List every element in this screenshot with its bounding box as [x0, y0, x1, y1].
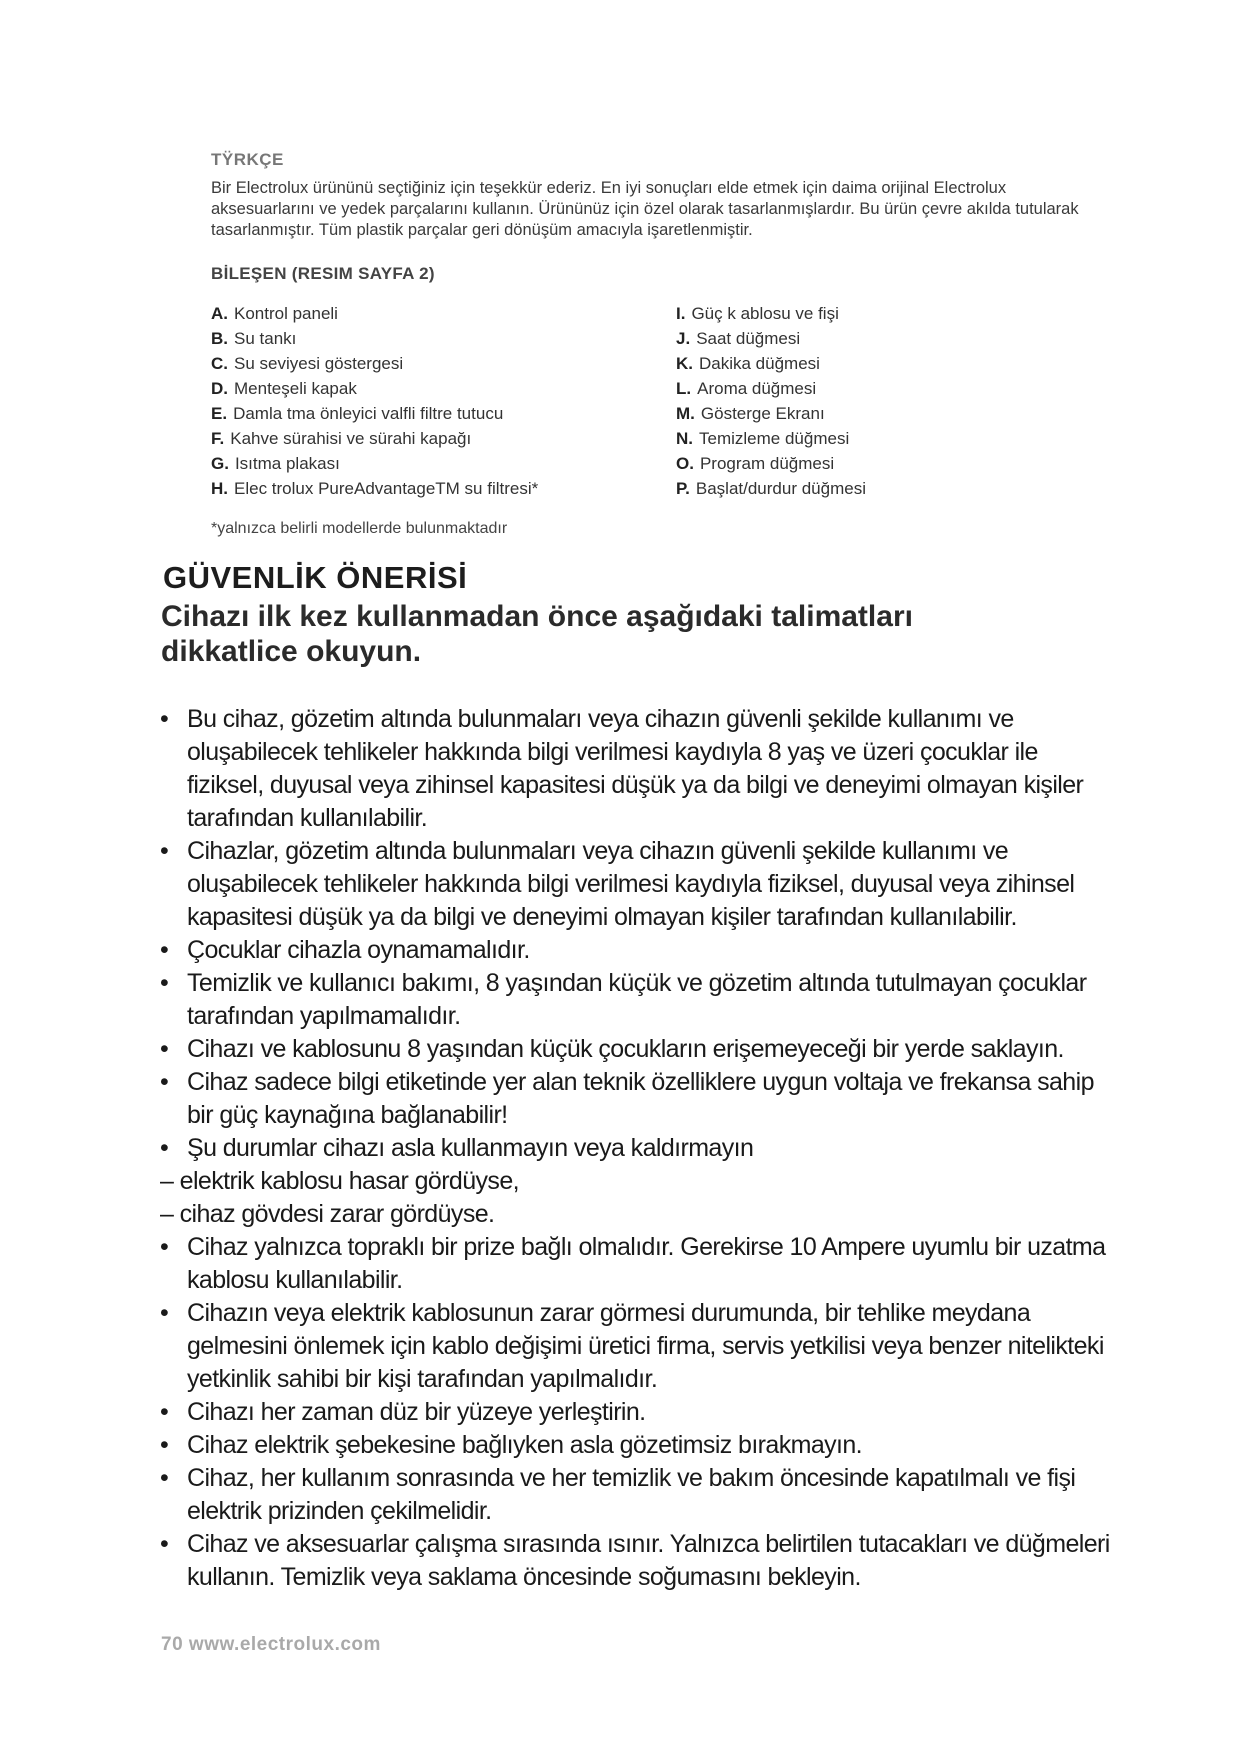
- component-label: Kahve sürahisi ve sürahi kapağı: [230, 429, 472, 448]
- safety-item: • Şu durumlar cihazı asla kullanmayın veya kaldırmayın: [160, 1132, 1120, 1165]
- safety-item: • Cihaz sadece bilgi etiketinde yer alan teknik özelliklere uygun voltaja ve frekansa sahip bir güç kaynağına bağlanabilir!: [160, 1066, 1120, 1132]
- component-key: J.: [676, 329, 691, 348]
- component-key: H.: [211, 479, 228, 498]
- component-label: Dakika düğmesi: [699, 354, 820, 373]
- components-heading: BİLEŞEN (RESIM SAYFA 2): [211, 264, 435, 283]
- component-label: Aroma düğmesi: [697, 379, 817, 398]
- component-key: F.: [211, 429, 225, 448]
- component-item: [676, 401, 866, 426]
- intro-paragraph: Bir Electrolux ürününü seçtiğiniz için teşekkür ederiz. En iyi sonuçları elde etmek için daima orijinal Electrolux aksesuarlarını ve yedek parçalarını kullanın. Ürününüz için özel olarak tasarlanmışlardır. Bu ürün çevre akılda tutularak tasarlanmıştır. Tüm plastik parçalar geri dönüşüm amacıyla işaretlenmiştir.: [211, 179, 1079, 239]
- component-item: [676, 426, 866, 451]
- component-label: Damla tma önleyici valfli filtre tutucu: [233, 404, 504, 423]
- safety-subitem: – elektrik kablosu hasar gördüyse,: [160, 1167, 519, 1195]
- component-label: Su tankı: [234, 329, 297, 348]
- component-item: [676, 326, 866, 351]
- component-key: A.: [211, 304, 228, 323]
- component-key: K.: [676, 354, 693, 373]
- component-key: G.: [211, 454, 229, 473]
- component-key: O.: [676, 454, 694, 473]
- component-item: [676, 376, 866, 401]
- safety-subitem: – cihaz gövdesi zarar gördüyse.: [160, 1200, 495, 1228]
- language-heading: TŸRKÇE: [211, 150, 284, 169]
- components-list-right: [676, 301, 866, 501]
- safety-item: • Temizlik ve kullanıcı bakımı, 8 yaşından küçük ve gözetim altında tutulmayan çocuklar tarafından yapılmamalıdır.: [160, 967, 1120, 1033]
- component-key: B.: [211, 329, 228, 348]
- components-footnote: *yalnızca belirli modellerde bulunmaktadır: [211, 520, 508, 537]
- component-key: M.: [676, 404, 695, 423]
- component-label: Gösterge Ekranı: [700, 404, 825, 423]
- safety-item: • Cihazın veya elektrik kablosunun zarar görmesi durumunda, bir tehlike meydana gelmesini önlemek için kablo değişimi üretici firma, servis yetkilisi veya benzer nitelikteki yetkinlik sahibi bir kişi tarafından yapılmalıdır.: [160, 1297, 1120, 1396]
- safety-item: • Cihaz, her kullanım sonrasında ve her temizlik ve bakım öncesinde kapatılmalı ve fişi elektrik prizinden çekilmelidir.: [160, 1462, 1120, 1528]
- safety-subheading: Cihazı ilk kez kullanmadan önce aşağıdaki talimatları dikkatlice okuyun.: [161, 600, 913, 668]
- component-key: D.: [211, 379, 228, 398]
- component-key: I.: [676, 304, 686, 323]
- safety-heading: GÜVENLİK ÖNERİSİ: [163, 560, 468, 595]
- component-item: [211, 376, 538, 401]
- component-item: [676, 476, 866, 501]
- component-label: Isıtma plakası: [234, 454, 340, 473]
- component-label: Kontrol paneli: [234, 304, 338, 323]
- component-label: Program düğmesi: [699, 454, 835, 473]
- component-label: Güç k ablosu ve fişi: [691, 304, 839, 323]
- safety-item: • Cihaz ve aksesuarlar çalışma sırasında ısınır. Yalnızca belirtilen tutacakları ve düğmeleri kullanın. Temizlik veya saklama öncesinde soğumasını bekleyin.: [160, 1528, 1120, 1594]
- component-key: C.: [211, 354, 228, 373]
- component-label: Su seviyesi göstergesi: [234, 354, 404, 373]
- component-item: [676, 351, 866, 376]
- components-list-left: [211, 301, 538, 501]
- component-item: [676, 451, 866, 476]
- safety-item: • Cihaz elektrik şebekesine bağlıyken asla gözetimsiz bırakmayın.: [160, 1429, 1120, 1462]
- component-item: [211, 476, 538, 501]
- component-label: Elec trolux PureAdvantageTM su filtresi*: [234, 479, 539, 498]
- component-item: [211, 326, 538, 351]
- component-item: [676, 301, 866, 326]
- component-label: Başlat/durdur düğmesi: [695, 479, 866, 498]
- component-item: [211, 426, 538, 451]
- component-item: [211, 301, 538, 326]
- component-label: Temizleme düğmesi: [699, 429, 850, 448]
- safety-item: • Cihaz yalnızca topraklı bir prize bağlı olmalıdır. Gerekirse 10 Ampere uyumlu bir uzatma kablosu kullanılabilir.: [160, 1231, 1120, 1297]
- component-label: Menteşeli kapak: [234, 379, 357, 398]
- component-key: E.: [211, 404, 228, 423]
- component-item: [211, 351, 538, 376]
- safety-item: • Cihazı ve kablosunu 8 yaşından küçük çocukların erişemeyeceği bir yerde saklayın.: [160, 1033, 1120, 1066]
- component-key: L.: [676, 379, 692, 398]
- component-item: [211, 451, 538, 476]
- component-key: N.: [676, 429, 693, 448]
- safety-list: [160, 703, 1120, 1594]
- safety-item: • Bu cihaz, gözetim altında bulunmaları veya cihazın güvenli şekilde kullanımı ve oluşabilecek tehlikeler hakkında bilgi verilmesi kaydıyla 8 yaş ve üzeri çocuklar ile fiziksel, duyusal veya zihinsel kapasitesi düşük ya da bilgi ve deneyimi olmayan kişiler tarafından kullanılabilir.: [160, 703, 1120, 835]
- component-label: Saat düğmesi: [696, 329, 801, 348]
- page-footer: 70 www.electrolux.com: [161, 1634, 381, 1655]
- component-item: [211, 401, 538, 426]
- safety-item: • Çocuklar cihazla oynamamalıdır.: [160, 934, 1120, 967]
- safety-item: • Cihazı her zaman düz bir yüzeye yerleştirin.: [160, 1396, 1120, 1429]
- component-key: P.: [676, 479, 690, 498]
- safety-item: • Cihazlar, gözetim altında bulunmaları veya cihazın güvenli şekilde kullanımı ve oluşabilecek tehlikeler hakkında bilgi verilmesi kaydıyla fiziksel, duyusal veya zihinsel kapasitesi düşük ya da bilgi ve deneyimi olmayan kişiler tarafından kullanılabilir.: [160, 835, 1120, 934]
